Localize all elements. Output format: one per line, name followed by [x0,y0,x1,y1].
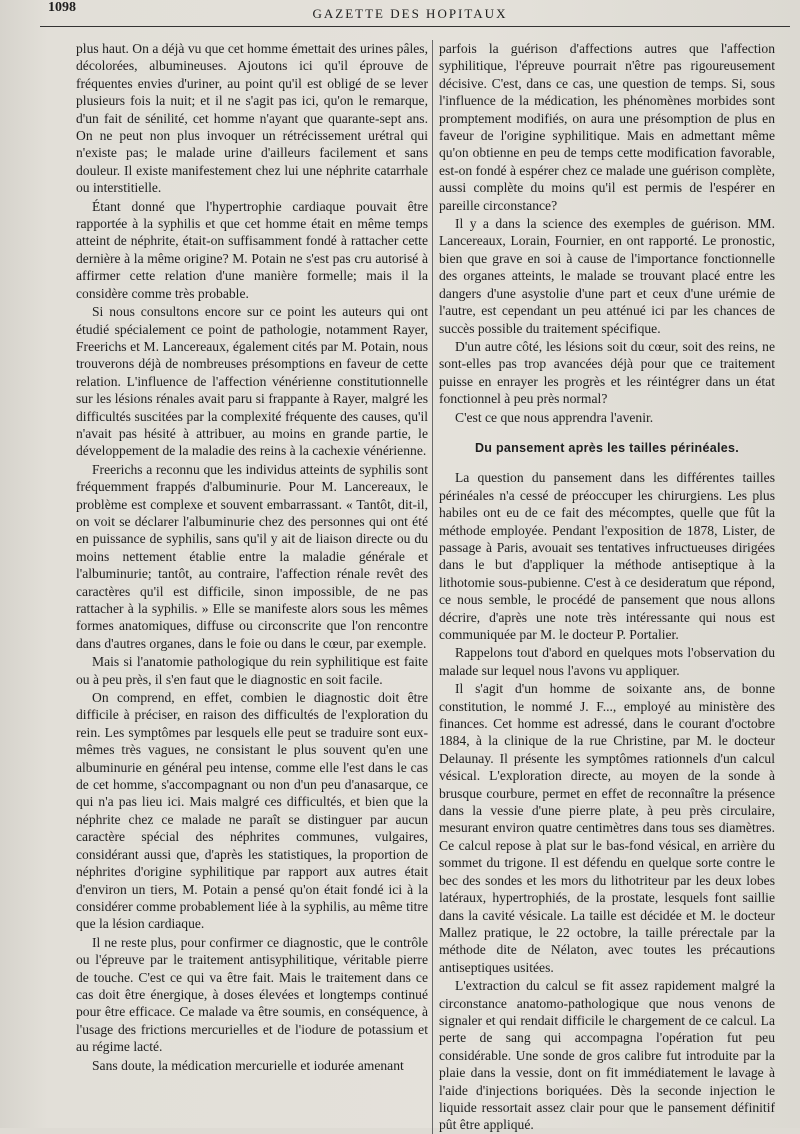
paragraph: Sans doute, la médication mercurielle et iodurée amenant [92,1057,404,1073]
paragraph: L'extraction du calcul se fit assez rapidement malgré la circonstance anatomo-pathologique que nous venons de signaler et qui rendait difficile le chargement de ce calcul. La perte de sang qui accompagna l'opération fut peu considérable. Une sonde de gros calibre fut introduite par la plaie dans la vessie, dont on fit immédiatement le lavage à l'aide d'injections boriquées. Dès la seconde injection le liquide ressortait assez clair pour que le pansement définitif pût être appliqué. [439,978,775,1133]
paragraph: plus haut. On a déjà vu que cet homme émettait des urines pâles, décolorées, albumineuses. Ajoutons ici qu'il éprouve de fréquentes envies d'uriner, au point qu'il est obligé de se lever plusieurs fois la nuit; et il ne s'agit pas ici, qu'on le remarque, d'un fait de sénilité, cet homme n'ayant que quarante-sept ans. On ne peut non plus invoquer un rétrécissement urétral qui n'existe pas; le malade urine d'ailleurs facilement et sans douleur. Il existe manifestement chez lui une néphrite catarrhale ou interstitielle. [76,41,428,196]
paragraph: D'un autre côté, les lésions soit du cœur, soit des reins, ne sont-elles pas trop avancées déjà pour que ce traitement puisse en enrayer les progrès et les réintégrer dans un état fonctionnel à peu près normal? [439,338,775,407]
paragraph: Mais si l'anatomie pathologique du rein syphilitique est faite ou à peu près, il s'en faut que le diagnostic en soit facile. [76,654,428,687]
paragraph: Freerichs a reconnu que les individus atteints de syphilis sont fréquemment frappés d'albuminurie. Pour M. Lancereaux, le problème est complexe et souvent embarrassant. « Tantôt, dit-il, on voit se déclarer l'albuminurie chez des personnes qui ont été en puissance de syphilis, sans qu'il y ait de liaison directe ou du moins nettement établie entre la maladie générale et l'albuminurie; tantôt, au contraire, l'affection rénale revêt des caractères qu'il est difficile, sinon impossible, de ne pas rattacher à la syphilis. » Elle se manifeste alors sous les mêmes formes anatomiques, diffuse ou circonscrite que l'on rencontre dans d'autres organes, dans le foie ou dans le cœur, par exemple. [76,461,428,651]
paragraph: Si nous consultons encore sur ce point les auteurs qui ont étudié spécialement ce point de pathologie, notamment Rayer, Freerichs et M. Lancereaux, également cités par M. Potain, nous trouverons déjà de nombreuses présomptions en faveur de cette relation. L'influence de l'affection vénérienne constitutionnelle sur les lésions rénales avait paru si frappante à Rayer, malgré les difficultés suscitées par la complexité fréquente des causes, qu'il n'avait pas hésité à attribuer, au moins en grande partie, le développement de la maladie des reins à la cachexie vénérienne. [76,304,428,459]
paragraph: Étant donné que l'hypertrophie cardiaque pouvait être rapportée à la syphilis et que cet homme était en même temps atteint de néphrite, était-on suffisamment fondé à rattacher cette dernière à la même origine? M. Potain ne s'est pas cru autorisé à affirmer cette relation d'une manière formelle; mais il la considère comme très probable. [76,198,428,301]
left-column [76,40,428,1074]
paragraph: On comprend, en effet, combien le diagnostic doit être difficile à préciser, en raison des difficultés de l'exploration du rein. Les symptômes par lesquels elle peut se traduire sont eux-mêmes très vagues, ne consistant le plus souvent qu'en une albuminurie en général peu intense, comme elle l'est dans le cas de cet homme, s'accompagnant ou non d'un peu d'anasarque, ce qui n'a pas lieu ici. Mais malgré ces difficultés, et bien que la néphrite chez ce malade ne paraît se distinguer par aucun caractère spécial des néphrites communes, vulgaires, considérant aussi que, d'après les statistiques, la proportion de néphrites d'origine syphilitique par rapport aux autres était d'environ un tiers, M. Potain a pensé qu'on était fondé ici à la considérer comme probablement liée à la syphilis, au même titre que la lésion cardiaque. [76,690,428,932]
paragraph: Il y a dans la science des exemples de guérison. MM. Lancereaux, Lorain, Fournier, en ont rapporté. Le pronostic, bien que grave en soi à cause de l'importance fonctionnelle des organes atteints, le malade se trouvant placé entre les dangers d'une asystolie d'une part et ceux d'une urémie de l'autre, est cependant un peu atténué ici par les chances de succès possible du traitement spécifique. [439,216,775,336]
page-header [40,0,780,34]
section-heading: Du pansement après les tailles périnéales. [474,440,740,455]
page-number: 1098 [48,0,76,15]
header-rule [40,26,790,27]
paragraph: Il ne reste plus, pour confirmer ce diagnostic, que le contrôle ou l'épreuve par le traitement antisyphilitique, véritable pierre de touche. C'est ce qui va être fait. Mais le traitement dans ce cas doit être énergique, à doses élevées et longtemps continué pour être efficace. Ce malade va être soumis, en conséquence, à l'usage des frictions mercurielles et de l'iodure de potassium et au régime lacté. [76,934,428,1055]
paragraph: C'est ce que nous apprendra l'avenir. [455,409,654,425]
paragraph: La question du pansement dans les différentes tailles périnéales n'a cessé de préoccuper les chirurgiens. Les plus habiles ont eu de ce fait des mécomptes, quelle que fût la méthode employée. Pendant l'exposition de 1878, Lister, de passage à Paris, avouait ses tentatives infructueuses dirigées dans le but d'appliquer la méthode antiseptique à la lithotomie sous-pubienne. C'est à ce desideratum que répond, ce nous semble, le procédé de pansement que nous allons décrire, d'après une note très intéressante qui nous est communiquée par M. le docteur P. Portalier. [439,470,775,642]
right-column [432,40,775,1134]
paragraph: parfois la guérison d'affections autres que l'affection syphilitique, l'épreuve pourrait n'être pas rigoureusement décisive. C'est, dans ce cas, une question de temps. Si, sous l'influence de la médication, les phénomènes morbides sont promptement modifiés, on aura une présomption de plus en faveur de l'origine syphilitique. Mais en admettant même qu'on obtienne en peu de temps cette modification favorable, est-on fondé à espérer chez ce malade une guérison complète, aussi complète du moins qu'il est permis de l'espérer en pareille circonstance? [439,41,775,213]
running-title: GAZETTE DES HOPITAUX [312,6,508,21]
paragraph: Il s'agit d'un homme de soixante ans, de bonne constitution, le nommé J. F..., employé au ministère des finances. Cet homme est adressé, dans le courant d'octobre 1884, à la clinique de la rue Christine, par M. le docteur Delaunay. Il présente les symptômes rationnels d'un calcul vésical. L'exploration directe, au moyen de la sonde à brusque courbure, permet en effet de reconnaître la présence dans la vessie d'une pierre plate, à peu près circulaire, mesurant environ quatre centimètres dans tous ses diamètres. Ce calcul repose à plat sur le bas-fond vésical, en arrière du sommet du trigone. Il est défendu en quelque sorte contre le bec des sondes et les mors du lithotriteur par les deux lobes latéraux, hypertrophiés, de la prostate, lesquels font saillie dans la cavité vésicale. La taille est décidée et M. le docteur Mallez pratique, le 22 octobre, la taille prérectale par la méthode dite de Nélaton, avec toutes les précautions antiseptiques usitées. [439,681,775,975]
paragraph: Rappelons tout d'abord en quelques mots l'observation du malade sur lequel nous l'avons vu appliquer. [439,645,775,678]
